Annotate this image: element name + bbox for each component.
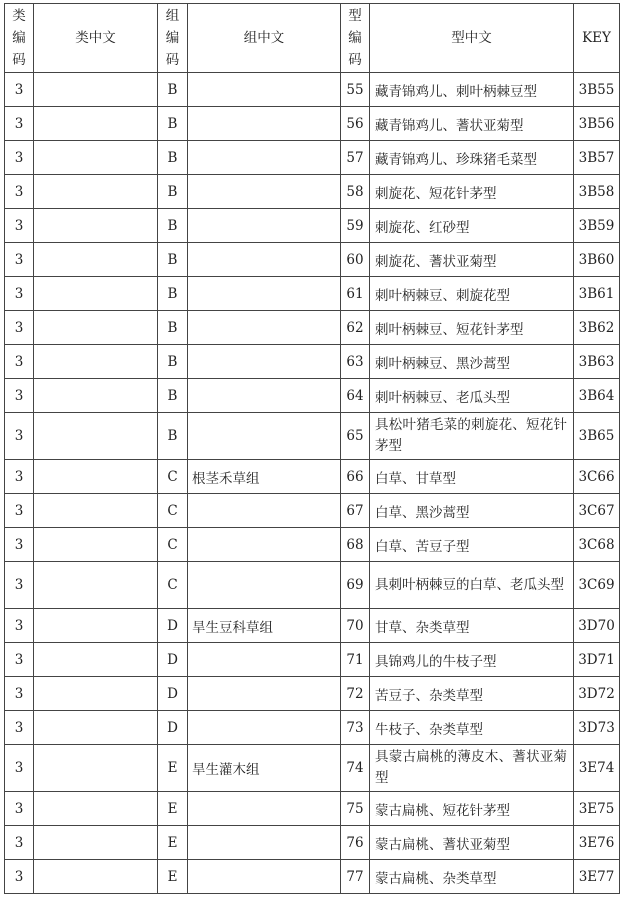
group-name-cell: [188, 345, 341, 379]
key-cell: 3B56: [574, 107, 620, 141]
key-cell: 3B59: [574, 209, 620, 243]
group-name-cell: 旱生豆科草组: [188, 609, 341, 643]
group-name-cell: 旱生灌木组: [188, 745, 341, 792]
type-code-cell: 60: [341, 243, 370, 277]
classification-table: [4, 3, 620, 894]
class-name-cell: [34, 745, 158, 792]
group-code-cell: B: [158, 243, 188, 277]
type-name-cell: 刺叶柄棘豆、刺旋花型: [370, 277, 574, 311]
key-cell: 3B63: [574, 345, 620, 379]
class-code-cell: 3: [5, 860, 34, 894]
class-code-cell: 3: [5, 107, 34, 141]
group-name-cell: [188, 643, 341, 677]
type-name-cell: 蒙古扁桃、蓍状亚菊型: [370, 826, 574, 860]
type-name-cell: 甘草、杂类草型: [370, 609, 574, 643]
type-name-cell: 牛枝子、杂类草型: [370, 711, 574, 745]
table-body: [5, 73, 620, 894]
group-name-cell: [188, 860, 341, 894]
group-name-cell: [188, 528, 341, 562]
class-name-cell: [34, 494, 158, 528]
table-row: [5, 494, 620, 528]
class-code-cell: 3: [5, 643, 34, 677]
class-name-cell: [34, 345, 158, 379]
type-name-cell: 白草、黑沙蒿型: [370, 494, 574, 528]
table-row: [5, 107, 620, 141]
class-code-cell: 3: [5, 711, 34, 745]
group-name-cell: [188, 141, 341, 175]
type-code-cell: 71: [341, 643, 370, 677]
type-code-cell: 65: [341, 413, 370, 460]
class-code-cell: 3: [5, 209, 34, 243]
table-row: [5, 562, 620, 609]
header-class-code: 类 编 码: [5, 4, 34, 73]
key-cell: 3C66: [574, 460, 620, 494]
group-code-cell: B: [158, 107, 188, 141]
type-code-cell: 75: [341, 792, 370, 826]
table-row: [5, 277, 620, 311]
type-name-cell: 刺叶柄棘豆、短花针茅型: [370, 311, 574, 345]
group-code-cell: C: [158, 460, 188, 494]
group-code-cell: B: [158, 311, 188, 345]
type-name-cell: 刺旋花、蓍状亚菊型: [370, 243, 574, 277]
class-name-cell: [34, 243, 158, 277]
header-class-name: 类中文: [34, 4, 158, 73]
key-cell: 3B64: [574, 379, 620, 413]
group-code-cell: E: [158, 826, 188, 860]
group-name-cell: [188, 379, 341, 413]
type-code-cell: 66: [341, 460, 370, 494]
table-row: [5, 860, 620, 894]
type-code-cell: 69: [341, 562, 370, 609]
table-row: [5, 243, 620, 277]
group-name-cell: [188, 277, 341, 311]
type-code-cell: 72: [341, 677, 370, 711]
key-cell: 3C67: [574, 494, 620, 528]
type-code-cell: 62: [341, 311, 370, 345]
group-code-cell: D: [158, 677, 188, 711]
type-code-cell: 74: [341, 745, 370, 792]
key-cell: 3D71: [574, 643, 620, 677]
type-name-cell: 具锦鸡儿的牛枝子型: [370, 643, 574, 677]
key-cell: 3D72: [574, 677, 620, 711]
class-code-cell: 3: [5, 277, 34, 311]
table-row: [5, 792, 620, 826]
class-code-cell: 3: [5, 345, 34, 379]
group-code-cell: B: [158, 73, 188, 107]
group-code-cell: C: [158, 562, 188, 609]
class-name-cell: [34, 311, 158, 345]
class-code-cell: 3: [5, 73, 34, 107]
class-code-cell: 3: [5, 745, 34, 792]
type-code-cell: 56: [341, 107, 370, 141]
group-name-cell: [188, 494, 341, 528]
class-name-cell: [34, 209, 158, 243]
class-name-cell: [34, 528, 158, 562]
class-code-cell: 3: [5, 175, 34, 209]
table-row: [5, 826, 620, 860]
key-cell: 3E74: [574, 745, 620, 792]
key-cell: 3E77: [574, 860, 620, 894]
key-cell: 3C69: [574, 562, 620, 609]
type-name-cell: 藏青锦鸡儿、珍珠猪毛菜型: [370, 141, 574, 175]
header-group-name: 组中文: [188, 4, 341, 73]
group-code-cell: C: [158, 494, 188, 528]
class-code-cell: 3: [5, 243, 34, 277]
class-name-cell: [34, 175, 158, 209]
group-code-cell: D: [158, 643, 188, 677]
type-code-cell: 68: [341, 528, 370, 562]
class-name-cell: [34, 609, 158, 643]
type-code-cell: 76: [341, 826, 370, 860]
table-row: [5, 73, 620, 107]
table-row: [5, 345, 620, 379]
type-name-cell: 苦豆子、杂类草型: [370, 677, 574, 711]
type-code-cell: 73: [341, 711, 370, 745]
class-code-cell: 3: [5, 792, 34, 826]
type-name-cell: 具松叶猪毛菜的刺旋花、短花针茅型: [370, 413, 574, 460]
group-name-cell: [188, 243, 341, 277]
table-row: [5, 528, 620, 562]
class-code-cell: 3: [5, 379, 34, 413]
type-name-cell: 具刺叶柄棘豆的白草、老瓜头型: [370, 562, 574, 609]
header-key: KEY: [574, 4, 620, 73]
header-row: [5, 4, 620, 73]
header-group-code: 组 编 码: [158, 4, 188, 73]
type-name-cell: 蒙古扁桃、短花针茅型: [370, 792, 574, 826]
group-code-cell: E: [158, 792, 188, 826]
type-name-cell: 藏青锦鸡儿、蓍状亚菊型: [370, 107, 574, 141]
group-name-cell: [188, 792, 341, 826]
class-name-cell: [34, 107, 158, 141]
type-code-cell: 70: [341, 609, 370, 643]
type-name-cell: 刺旋花、短花针茅型: [370, 175, 574, 209]
key-cell: 3B58: [574, 175, 620, 209]
type-code-cell: 64: [341, 379, 370, 413]
class-name-cell: [34, 826, 158, 860]
group-code-cell: C: [158, 528, 188, 562]
class-name-cell: [34, 711, 158, 745]
group-code-cell: B: [158, 277, 188, 311]
type-name-cell: 蒙古扁桃、杂类草型: [370, 860, 574, 894]
table-row: [5, 141, 620, 175]
type-name-cell: 刺旋花、红砂型: [370, 209, 574, 243]
type-code-cell: 59: [341, 209, 370, 243]
class-code-cell: 3: [5, 677, 34, 711]
group-name-cell: [188, 311, 341, 345]
class-name-cell: [34, 413, 158, 460]
group-code-cell: B: [158, 413, 188, 460]
type-name-cell: 白草、甘草型: [370, 460, 574, 494]
class-code-cell: 3: [5, 562, 34, 609]
group-name-cell: [188, 677, 341, 711]
class-name-cell: [34, 860, 158, 894]
key-cell: 3B57: [574, 141, 620, 175]
key-cell: 3B62: [574, 311, 620, 345]
class-name-cell: [34, 460, 158, 494]
type-code-cell: 58: [341, 175, 370, 209]
key-cell: 3B60: [574, 243, 620, 277]
group-name-cell: [188, 107, 341, 141]
class-name-cell: [34, 379, 158, 413]
class-code-cell: 3: [5, 528, 34, 562]
type-name-cell: 刺叶柄棘豆、黑沙蒿型: [370, 345, 574, 379]
key-cell: 3D73: [574, 711, 620, 745]
table-row: [5, 677, 620, 711]
header-type-name: 型中文: [370, 4, 574, 73]
group-name-cell: [188, 413, 341, 460]
group-code-cell: B: [158, 209, 188, 243]
class-code-cell: 3: [5, 141, 34, 175]
key-cell: 3B61: [574, 277, 620, 311]
table-row: [5, 745, 620, 792]
type-code-cell: 55: [341, 73, 370, 107]
class-name-cell: [34, 277, 158, 311]
table-row: [5, 460, 620, 494]
type-name-cell: 藏青锦鸡儿、刺叶柄棘豆型: [370, 73, 574, 107]
group-code-cell: B: [158, 175, 188, 209]
group-code-cell: B: [158, 345, 188, 379]
header-type-code: 型 编 码: [341, 4, 370, 73]
key-cell: 3D70: [574, 609, 620, 643]
group-code-cell: E: [158, 860, 188, 894]
class-code-cell: 3: [5, 413, 34, 460]
table-row: [5, 209, 620, 243]
key-cell: 3B55: [574, 73, 620, 107]
table-row: [5, 175, 620, 209]
class-code-cell: 3: [5, 460, 34, 494]
group-name-cell: [188, 562, 341, 609]
table-row: [5, 643, 620, 677]
group-name-cell: [188, 209, 341, 243]
table-row: [5, 609, 620, 643]
group-code-cell: E: [158, 745, 188, 792]
class-code-cell: 3: [5, 826, 34, 860]
group-code-cell: B: [158, 141, 188, 175]
table-row: [5, 413, 620, 460]
group-name-cell: [188, 711, 341, 745]
type-name-cell: 刺叶柄棘豆、老瓜头型: [370, 379, 574, 413]
group-code-cell: D: [158, 711, 188, 745]
class-name-cell: [34, 73, 158, 107]
class-name-cell: [34, 677, 158, 711]
class-code-cell: 3: [5, 494, 34, 528]
type-code-cell: 63: [341, 345, 370, 379]
key-cell: 3C68: [574, 528, 620, 562]
class-name-cell: [34, 562, 158, 609]
type-name-cell: 白草、苦豆子型: [370, 528, 574, 562]
type-code-cell: 77: [341, 860, 370, 894]
class-name-cell: [34, 141, 158, 175]
type-code-cell: 57: [341, 141, 370, 175]
type-code-cell: 67: [341, 494, 370, 528]
class-name-cell: [34, 792, 158, 826]
group-name-cell: 根茎禾草组: [188, 460, 341, 494]
class-code-cell: 3: [5, 311, 34, 345]
class-code-cell: 3: [5, 609, 34, 643]
group-code-cell: D: [158, 609, 188, 643]
type-code-cell: 61: [341, 277, 370, 311]
type-name-cell: 具蒙古扁桃的薄皮木、蓍状亚菊型: [370, 745, 574, 792]
table-row: [5, 711, 620, 745]
group-name-cell: [188, 175, 341, 209]
key-cell: 3E76: [574, 826, 620, 860]
table-row: [5, 311, 620, 345]
key-cell: 3E75: [574, 792, 620, 826]
group-code-cell: B: [158, 379, 188, 413]
class-name-cell: [34, 643, 158, 677]
key-cell: 3B65: [574, 413, 620, 460]
group-name-cell: [188, 826, 341, 860]
table-row: [5, 379, 620, 413]
group-name-cell: [188, 73, 341, 107]
